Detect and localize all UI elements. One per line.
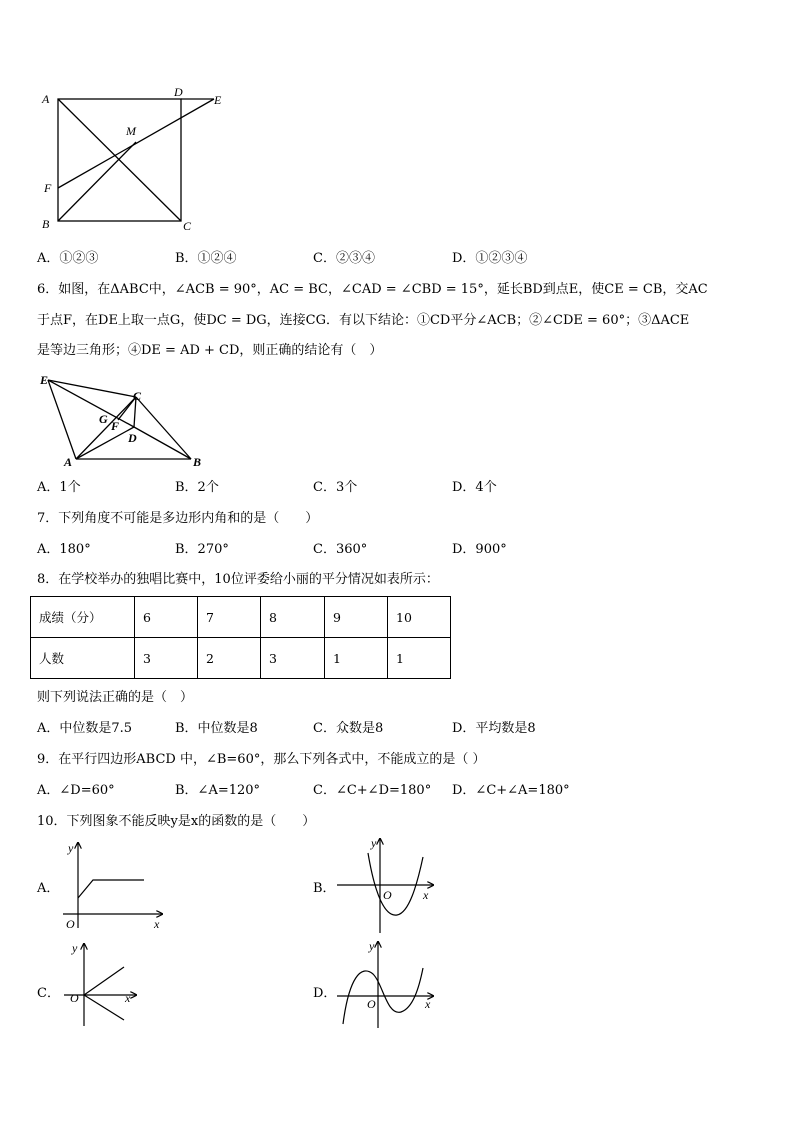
table-row xyxy=(31,597,451,638)
q5-option-c[interactable]: C．②③④ xyxy=(313,251,375,266)
table-cell: 9 xyxy=(325,597,388,638)
table-cell: 8 xyxy=(261,597,325,638)
q6-option-d[interactable]: D．4个 xyxy=(452,480,497,495)
q7-option-d[interactable]: D．900° xyxy=(452,542,507,557)
q10-option-a[interactable]: A． xyxy=(37,881,60,896)
q10-graph-a[interactable] xyxy=(58,838,168,933)
table-cell: 3 xyxy=(135,638,198,679)
q5-label-c: C xyxy=(183,219,192,233)
table-cell: 1 xyxy=(388,638,451,679)
q10-option-c[interactable]: C． xyxy=(37,986,60,1001)
q10-graph-c[interactable] xyxy=(58,940,148,1030)
q10-graph-b[interactable] xyxy=(335,835,440,935)
q5-label-e: E xyxy=(214,93,222,107)
q6-stem-line2: 于点F，在DE上取一点G，使DC = DG，连接CG．有以下结论：①CD平分∠ACB；②∠CDE = 60°；③ΔACE xyxy=(37,313,690,328)
q10c-y-label: y xyxy=(72,941,78,955)
q10c-origin-label: O xyxy=(70,991,79,1005)
q6-option-a[interactable]: A．1个 xyxy=(37,480,81,495)
q5-label-f: F xyxy=(44,181,52,195)
q6-label-e: E xyxy=(40,373,49,387)
q6-label-f: F xyxy=(111,419,120,433)
q10a-x-label: x xyxy=(154,917,160,931)
q10a-origin-label: O xyxy=(66,917,75,931)
q6-option-b[interactable]: B．2个 xyxy=(175,480,219,495)
q10d-origin-label: O xyxy=(367,997,376,1011)
q7-option-a[interactable]: A．180° xyxy=(37,542,91,557)
q10d-y-label: y xyxy=(369,939,375,953)
q5-line-fe xyxy=(58,99,214,188)
q8-stem: 8．在学校举办的独唱比赛中，10位评委给小丽的平分情况如表所示： xyxy=(37,572,439,587)
q7-stem: 7．下列角度不可能是多边形内角和的是（ ） xyxy=(37,511,319,526)
table-cell: 1 xyxy=(325,638,388,679)
q10c-x-label: x xyxy=(125,991,131,1005)
q6-label-d: D xyxy=(128,431,137,445)
q6-label-b: B xyxy=(193,455,202,469)
q7-option-b[interactable]: B．270° xyxy=(175,542,229,557)
q6-label-c: C xyxy=(133,389,142,403)
q6-label-a: A xyxy=(64,455,73,469)
table-row xyxy=(31,638,451,679)
q8-option-b[interactable]: B．中位数是8 xyxy=(175,721,258,736)
q5-option-b[interactable]: B．①②④ xyxy=(175,251,237,266)
q7-option-c[interactable]: C．360° xyxy=(313,542,368,557)
q6-label-g: G xyxy=(99,412,108,426)
q9-option-b[interactable]: B．∠A=120° xyxy=(175,783,261,798)
table-cell: 6 xyxy=(135,597,198,638)
q10-stem: 10．下列图象不能反映y是x的函数的是（ ） xyxy=(37,814,316,829)
q8-option-d[interactable]: D．平均数是8 xyxy=(452,721,536,736)
q10d-x-label: x xyxy=(425,997,431,1011)
q10b-y-label: y xyxy=(371,836,377,850)
table-cell: 人数 xyxy=(31,638,135,679)
table-cell: 2 xyxy=(198,638,261,679)
q8-score-table xyxy=(30,596,451,679)
table-cell: 3 xyxy=(261,638,325,679)
q10b-origin-label: O xyxy=(383,888,392,902)
q5-figure xyxy=(36,80,236,240)
q5-label-a: A xyxy=(42,92,50,106)
q9-option-a[interactable]: A．∠D=60° xyxy=(37,783,115,798)
q5-label-b: B xyxy=(42,217,50,231)
q10-option-d[interactable]: D． xyxy=(313,986,337,1001)
q5-option-a[interactable]: A．①②③ xyxy=(37,251,99,266)
table-cell: 成绩（分） xyxy=(31,597,135,638)
q10-graph-d[interactable] xyxy=(335,938,440,1030)
q8-followup: 则下列说法正确的是（ ） xyxy=(37,690,194,705)
q6-figure xyxy=(36,370,216,470)
q5-label-d: D xyxy=(174,85,183,99)
table-cell: 10 xyxy=(388,597,451,638)
q9-stem: 9．在平行四边形ABCD 中，∠B=60°，那么下列各式中，不能成立的是（ ） xyxy=(37,752,486,767)
q8-option-a[interactable]: A．中位数是7.5 xyxy=(37,721,133,736)
table-cell: 7 xyxy=(198,597,261,638)
q9-option-c[interactable]: C．∠C+∠D=180° xyxy=(313,783,432,798)
q6-stem-line1: 6．如图，在ΔABC中，∠ACB = 90°，AC = BC，∠CAD = ∠CBD = 15°，延长BD到点E，使CE = CB，交AC xyxy=(37,282,708,297)
q8-option-c[interactable]: C．众数是8 xyxy=(313,721,384,736)
q10a-y-label: y xyxy=(68,841,74,855)
q9-option-d[interactable]: D．∠C+∠A=180° xyxy=(452,783,570,798)
q5-option-d[interactable]: D．①②③④ xyxy=(452,251,528,266)
q10-option-b[interactable]: B． xyxy=(313,881,336,896)
q6-option-c[interactable]: C．3个 xyxy=(313,480,358,495)
q5-label-m: M xyxy=(126,124,136,138)
q10b-x-label: x xyxy=(423,888,429,902)
q6-stem-line3: 是等边三角形；④DE = AD + CD，则正确的结论有（ ） xyxy=(37,343,383,358)
